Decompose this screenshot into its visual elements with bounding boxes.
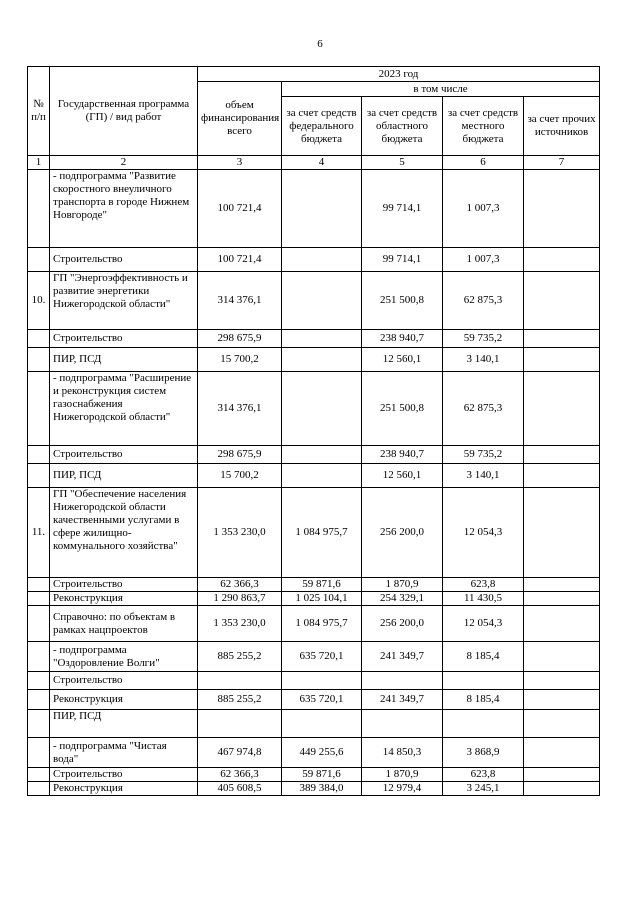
amount-federal [282, 248, 362, 272]
table-row [28, 592, 600, 606]
amount-federal [282, 672, 362, 690]
row-number [28, 690, 50, 710]
table-row [28, 782, 600, 796]
amount-federal: 635 720,1 [282, 642, 362, 672]
amount-local: 12 054,3 [443, 606, 524, 642]
header-federal: за счет средств федерального бюджета [282, 97, 362, 156]
row-number [28, 710, 50, 738]
amount-regional [362, 710, 443, 738]
amount-total: 1 290 863,7 [198, 592, 282, 606]
amount-regional: 99 714,1 [362, 248, 443, 272]
row-title: - подпрограмма "Расширение и реконструкция систем газоснабжения Нижегородской области" [50, 372, 198, 446]
amount-total: 100 721,4 [198, 170, 282, 248]
row-title: Реконструкция [50, 782, 198, 796]
amount-regional: 1 870,9 [362, 768, 443, 782]
row-number [28, 446, 50, 464]
amount-other [524, 738, 600, 768]
row-number [28, 330, 50, 348]
amount-other [524, 578, 600, 592]
amount-federal: 449 255,6 [282, 738, 362, 768]
row-number [28, 464, 50, 488]
header-year: 2023 год [198, 67, 600, 82]
amount-total: 1 353 230,0 [198, 488, 282, 578]
row-title: Строительство [50, 248, 198, 272]
amount-federal: 59 871,6 [282, 578, 362, 592]
amount-federal [282, 464, 362, 488]
amount-local: 623,8 [443, 768, 524, 782]
column-index: 2 [50, 156, 198, 170]
table-row [28, 672, 600, 690]
amount-federal: 59 871,6 [282, 768, 362, 782]
row-number: 11. [28, 488, 50, 578]
row-title: Строительство [50, 578, 198, 592]
amount-other [524, 642, 600, 672]
amount-local: 59 735,2 [443, 446, 524, 464]
amount-regional: 254 329,1 [362, 592, 443, 606]
amount-other [524, 488, 600, 578]
amount-other [524, 330, 600, 348]
row-title: ПИР, ПСД [50, 348, 198, 372]
column-index-row [28, 156, 600, 170]
amount-other [524, 248, 600, 272]
amount-other [524, 272, 600, 330]
amount-regional: 99 714,1 [362, 170, 443, 248]
row-title: ГП "Энергоэффективность и развитие энергетики Нижегородской области" [50, 272, 198, 330]
amount-total: 1 353 230,0 [198, 606, 282, 642]
row-title: Реконструкция [50, 592, 198, 606]
amount-federal [282, 372, 362, 446]
amount-local: 3 245,1 [443, 782, 524, 796]
column-index: 1 [28, 156, 50, 170]
row-number [28, 248, 50, 272]
amount-federal [282, 348, 362, 372]
row-number [28, 170, 50, 248]
header-regional: за счет средств областного бюджета [362, 97, 443, 156]
amount-federal: 1 084 975,7 [282, 488, 362, 578]
amount-federal: 389 384,0 [282, 782, 362, 796]
amount-local: 1 007,3 [443, 248, 524, 272]
table-row [28, 642, 600, 672]
row-title: Строительство [50, 768, 198, 782]
header-total: объем финансирования всего [198, 82, 282, 156]
amount-regional: 251 500,8 [362, 372, 443, 446]
amount-regional: 14 850,3 [362, 738, 443, 768]
financing-table [27, 66, 600, 796]
amount-total: 298 675,9 [198, 446, 282, 464]
row-title: - подпрограмма "Оздоровление Волги" [50, 642, 198, 672]
amount-federal: 1 084 975,7 [282, 606, 362, 642]
header-local: за счет средств местного бюджета [443, 97, 524, 156]
row-title: - подпрограмма "Чистая вода" [50, 738, 198, 768]
amount-total: 298 675,9 [198, 330, 282, 348]
amount-regional [362, 672, 443, 690]
row-title: Реконструкция [50, 690, 198, 710]
column-index: 6 [443, 156, 524, 170]
table-row [28, 446, 600, 464]
amount-total: 100 721,4 [198, 248, 282, 272]
table-row [28, 248, 600, 272]
amount-local: 8 185,4 [443, 642, 524, 672]
amount-other [524, 170, 600, 248]
column-index: 5 [362, 156, 443, 170]
table-row [28, 606, 600, 642]
amount-total [198, 710, 282, 738]
amount-regional: 12 560,1 [362, 348, 443, 372]
amount-total: 885 255,2 [198, 642, 282, 672]
amount-other [524, 606, 600, 642]
row-number [28, 768, 50, 782]
amount-total: 62 366,3 [198, 768, 282, 782]
amount-federal [282, 446, 362, 464]
header-program: Государственная программа (ГП) / вид работ [50, 67, 198, 156]
header-other: за счет прочих источников [524, 97, 600, 156]
amount-other [524, 464, 600, 488]
amount-total: 314 376,1 [198, 372, 282, 446]
amount-federal [282, 170, 362, 248]
row-title: Строительство [50, 672, 198, 690]
amount-regional: 238 940,7 [362, 330, 443, 348]
column-index: 4 [282, 156, 362, 170]
row-number [28, 592, 50, 606]
amount-total [198, 672, 282, 690]
amount-total: 15 700,2 [198, 464, 282, 488]
row-number [28, 578, 50, 592]
amount-federal: 635 720,1 [282, 690, 362, 710]
row-number [28, 782, 50, 796]
amount-total: 467 974,8 [198, 738, 282, 768]
amount-local: 1 007,3 [443, 170, 524, 248]
amount-local: 62 875,3 [443, 272, 524, 330]
row-title: - подпрограмма "Развитие скоростного внеуличного транспорта в городе Нижнем Новгороде" [50, 170, 198, 248]
table-row [28, 272, 600, 330]
row-title: ГП "Обеспечение населения Нижегородской области качественными услугами в сфере жилищно-коммунального хозяйства" [50, 488, 198, 578]
row-number [28, 372, 50, 446]
amount-other [524, 710, 600, 738]
page-number: 6 [317, 38, 323, 50]
table-row [28, 768, 600, 782]
amount-regional: 12 560,1 [362, 464, 443, 488]
table-row [28, 710, 600, 738]
amount-local: 3 140,1 [443, 348, 524, 372]
table-row [28, 488, 600, 578]
amount-regional: 241 349,7 [362, 690, 443, 710]
amount-total: 15 700,2 [198, 348, 282, 372]
table-row [28, 738, 600, 768]
table-row [28, 578, 600, 592]
amount-other [524, 592, 600, 606]
row-number [28, 672, 50, 690]
table-row [28, 348, 600, 372]
column-index: 7 [524, 156, 600, 170]
amount-other [524, 782, 600, 796]
amount-local: 3 868,9 [443, 738, 524, 768]
amount-federal [282, 330, 362, 348]
table-row [28, 330, 600, 348]
amount-total: 62 366,3 [198, 578, 282, 592]
amount-other [524, 372, 600, 446]
amount-federal: 1 025 104,1 [282, 592, 362, 606]
row-title: Строительство [50, 446, 198, 464]
amount-total: 885 255,2 [198, 690, 282, 710]
amount-local: 11 430,5 [443, 592, 524, 606]
row-number [28, 642, 50, 672]
amount-regional: 251 500,8 [362, 272, 443, 330]
row-title: ПИР, ПСД [50, 464, 198, 488]
amount-regional: 256 200,0 [362, 606, 443, 642]
row-number [28, 348, 50, 372]
amount-federal [282, 710, 362, 738]
amount-other [524, 690, 600, 710]
amount-local [443, 710, 524, 738]
header-including: в том числе [282, 82, 600, 97]
amount-local: 59 735,2 [443, 330, 524, 348]
table-row [28, 690, 600, 710]
amount-other [524, 672, 600, 690]
amount-total: 314 376,1 [198, 272, 282, 330]
amount-local: 8 185,4 [443, 690, 524, 710]
amount-other [524, 446, 600, 464]
amount-federal [282, 272, 362, 330]
row-number [28, 606, 50, 642]
amount-other [524, 348, 600, 372]
amount-regional: 238 940,7 [362, 446, 443, 464]
amount-regional: 241 349,7 [362, 642, 443, 672]
header-num: № п/п [28, 67, 50, 156]
amount-regional: 256 200,0 [362, 488, 443, 578]
table-row [28, 464, 600, 488]
amount-local: 623,8 [443, 578, 524, 592]
amount-local: 12 054,3 [443, 488, 524, 578]
amount-local [443, 672, 524, 690]
amount-other [524, 768, 600, 782]
amount-total: 405 608,5 [198, 782, 282, 796]
column-index: 3 [198, 156, 282, 170]
amount-local: 3 140,1 [443, 464, 524, 488]
table-row [28, 372, 600, 446]
amount-regional: 1 870,9 [362, 578, 443, 592]
amount-regional: 12 979,4 [362, 782, 443, 796]
row-title: Строительство [50, 330, 198, 348]
table-body [28, 170, 600, 796]
row-title: ПИР, ПСД [50, 710, 198, 738]
row-number [28, 738, 50, 768]
row-title: Справочно: по объектам в рамках нацпроектов [50, 606, 198, 642]
table-row [28, 170, 600, 248]
amount-local: 62 875,3 [443, 372, 524, 446]
row-number: 10. [28, 272, 50, 330]
